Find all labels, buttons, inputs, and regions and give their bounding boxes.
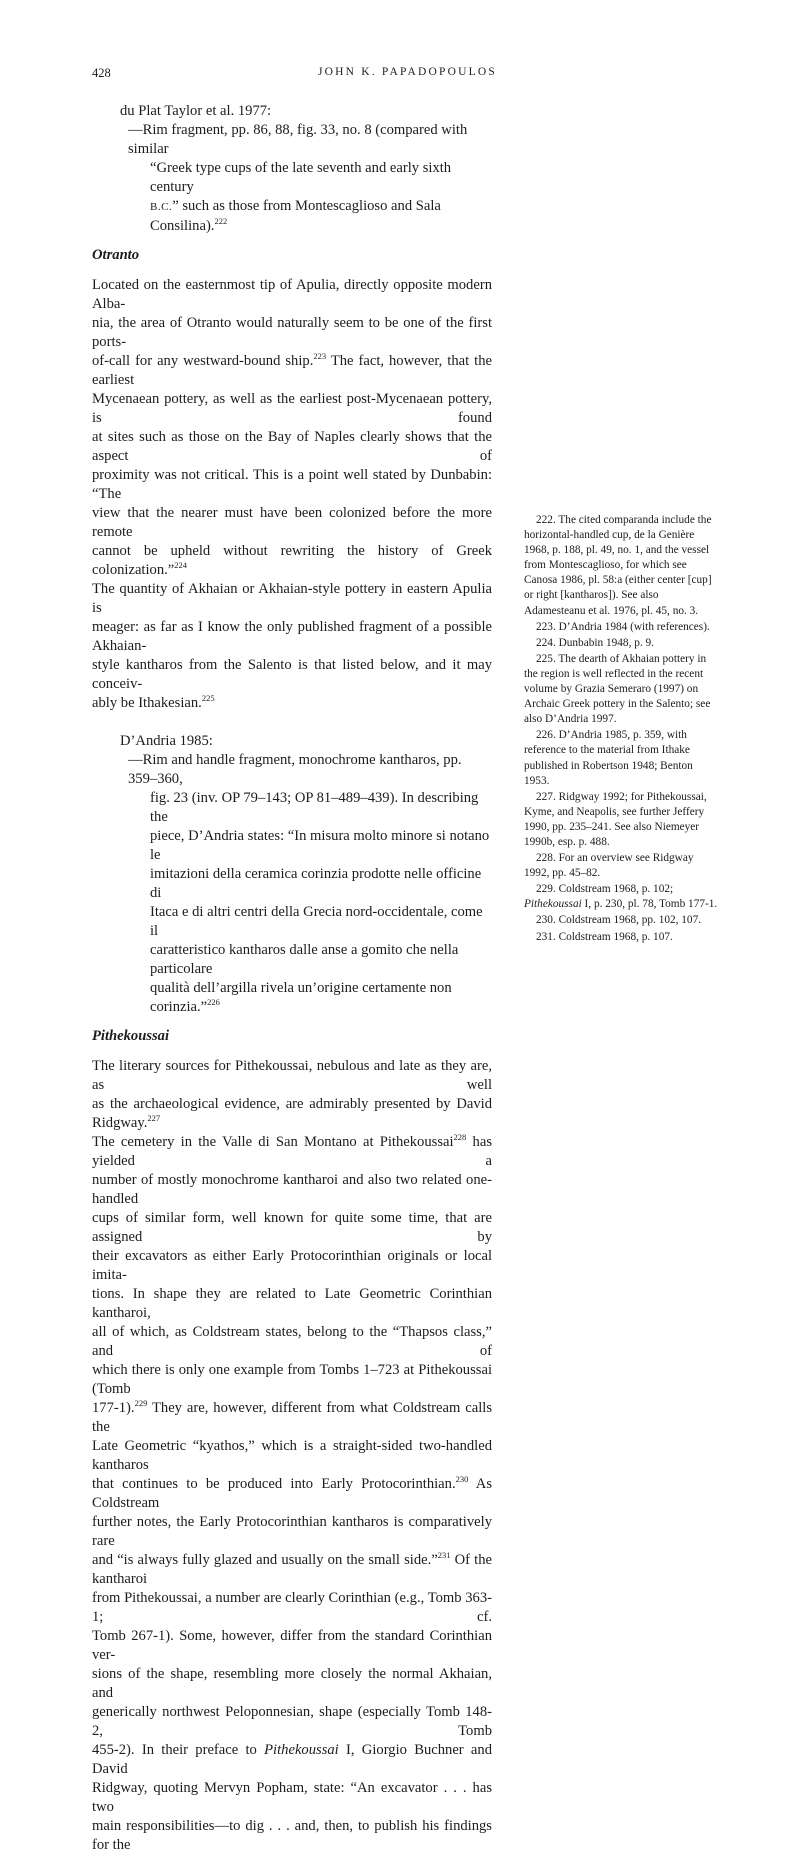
section-title-otranto: Otranto (92, 247, 140, 263)
text-line: that continues to be produced into Early Protocorinthian.$^{230}$ As Coldstream (92, 1474, 493, 1511)
text-line: which there is only one example from Tombs 1–723 at Pithekoussai (Tomb (92, 1362, 492, 1397)
text-line: view that the nearer must have been colonized before the more remote (92, 505, 492, 540)
text-line: from Pithekoussai, a number are clearly Corinthian (e.g., Tomb 363-1; cf. (92, 1590, 492, 1625)
text-line: main responsibilities—to dig . . . and, then, to publish his findings for the (92, 1818, 492, 1853)
text-line: of-call for any westward-bound ship.$^{223}$ The fact, however, that the earliest (92, 351, 492, 388)
text-line: Tomb 267-1). Some, however, differ from the standard Corinthian ver- (92, 1628, 492, 1663)
footnote: 225. The dearth of Akhaian pottery in the region is well reflected in the recent volume by Grazia Semeraro (1997) on Archaic Greek pottery in the Salento; see also D’Andria 1997. (524, 652, 711, 726)
footnote: 228. For an overview see Ridgway 1992, pp. 45–82. (524, 852, 694, 880)
text-line: proximity was not critical. This is a point well stated by Dunbabin: “The (92, 467, 492, 502)
text-line: The literary sources for Pithekoussai, nebulous and late as they are, as well (92, 1058, 492, 1093)
text-line: Ridgway, quoting Mervyn Popham, state: “An excavator . . . has two (92, 1780, 492, 1815)
text-line: cups of similar form, well known for quite some time, that are assigned by (92, 1210, 492, 1245)
reference-line: imitazioni della ceramica corinzia prodotte nelle officine di (150, 866, 482, 901)
reference-line: caratteristico kantharos dalle anse a gomito che nella particolare (150, 942, 459, 977)
text-line: 177-1).$^{229}$ They are, however, different from what Coldstream calls the (92, 1398, 492, 1435)
footnotes-column (524, 513, 720, 946)
reference-du-plat-taylor (92, 102, 492, 236)
reference-head: D’Andria 1985: (120, 733, 213, 749)
text-line: further notes, the Early Protocorinthian kantharos is comparatively rare (92, 1514, 492, 1549)
footnote: 231. Coldstream 1968, p. 107. (536, 930, 673, 943)
reference-line: “Greek type cups of the late seventh and early sixth century (150, 160, 452, 195)
text-line: cannot be upheld without rewriting the history of Greek colonization.”$^{224}$ (92, 543, 492, 578)
footnote: 224. Dunbabin 1948, p. 9. (536, 636, 654, 649)
text-line: as the archaeological evidence, are admirably presented by David Ridgway.$^{227}$ (92, 1096, 492, 1131)
text-line: number of mostly monochrome kantharoi and also two related one-handled (92, 1172, 492, 1207)
reference-line: Itaca e di altri centri della Grecia nord-occidentale, come il (150, 904, 483, 939)
reference-line: B.C.” such as those from Montescaglioso and Sala Consilina).$^{222}$ (150, 198, 441, 234)
footnote: 230. Coldstream 1968, pp. 102, 107. (536, 914, 702, 927)
text-line: meager: as far as I know the only published fragment of a possible Akhaian- (92, 619, 492, 654)
footnote: 227. Ridgway 1992; for Pithekoussai, Kyme, and Neapolis, see further Jeffery 1990, pp. 235–241. See also Niemeyer 1990b, esp. p. 488. (524, 790, 707, 848)
section-title-pithekoussai: Pithekoussai (92, 1028, 170, 1044)
text-line: 455-2). In their preface to Pithekoussai I, Giorgio Buchner and David (92, 1742, 493, 1777)
reference-entry (120, 121, 492, 236)
text-line: Mycenaean pottery, as well as the earliest post-Mycenaean pottery, is found (92, 391, 492, 426)
text-line: at sites such as those on the Bay of Naples clearly shows that the aspect of (92, 429, 492, 464)
text-line: sions of the shape, resembling more closely the normal Akhaian, and (92, 1666, 492, 1701)
text-line: their excavators as either Early Protocorinthian originals or local imita- (92, 1248, 492, 1283)
reference-entry (120, 751, 492, 1017)
text-line: The cemetery in the Valle di San Montano at Pithekoussai$^{228}$ has yielded a (92, 1132, 492, 1169)
text-line: style kantharos from the Salento is that listed below, and it may conceiv- (92, 657, 492, 692)
page-number: 428 (92, 66, 111, 80)
reference-line: —Rim fragment, pp. 86, 88, fig. 33, no. 8 (compared with similar (128, 122, 468, 157)
reference-line: fig. 23 (inv. OP 79–143; OP 81–489–439). In describing the (150, 790, 479, 825)
pithekoussai-paragraph (92, 1057, 492, 1855)
reference-line: piece, D’Andria states: “In misura molto minore si notano le (150, 828, 490, 863)
reference-line: qualità dell’argilla rivela un’origine certamente non corinzia.”$^{226}$ (150, 980, 452, 1015)
text-line: and “is always fully glazed and usually on the small side.”$^{231}$ Of the kantharoi (92, 1550, 492, 1587)
text-line: Late Geometric “kyathos,” which is a straight-sided two-handled kantharos (92, 1438, 492, 1473)
footnote: 226. D’Andria 1985, p. 359, with reference to the material from Ithake published in Robertson 1948; Benton 1953. (524, 729, 693, 787)
otranto-paragraph (92, 276, 492, 713)
text-line: all of which, as Coldstream states, belong to the “Thapsos class,” and of (92, 1324, 492, 1359)
footnote: 223. D’Andria 1984 (with references). (536, 620, 710, 633)
footnote: 222. The cited comparanda include the horizontal-handled cup, de la Genière 1968, p. 188, pl. 49, no. 1, and the vessel from Montescaglioso, for which see Canosa 1986, pl. 58:a (either center [cup] or right [kantharos]). See also Adamesteanu et al. 1976, pl. 45, no. 3. (524, 514, 712, 617)
text-line: tions. In shape they are related to Late Geometric Corinthian kantharoi, (92, 1286, 492, 1321)
reference-dandria (92, 732, 492, 1017)
main-column (92, 102, 492, 1855)
text-line: The quantity of Akhaian or Akhaian-style pottery in eastern Apulia is (92, 581, 492, 616)
text-line: Located on the easternmost tip of Apulia, directly opposite modern Alba- (92, 277, 492, 312)
footnote: 229. Coldstream 1968, p. 102; Pithekoussai I, p. 230, pl. 78, Tomb 177-1. (524, 883, 718, 911)
reference-line: —Rim and handle fragment, monochrome kantharos, pp. 359–360, (128, 752, 462, 787)
text-line: generically northwest Peloponnesian, shape (especially Tomb 148-2, Tomb (92, 1704, 492, 1739)
reference-head: du Plat Taylor et al. 1977: (120, 103, 272, 119)
text-line: nia, the area of Otranto would naturally seem to be one of the first ports- (92, 315, 492, 350)
text-line: ably be Ithakesian.$^{225}$ (92, 693, 215, 711)
running-head: JOHN K. PAPADOPOULOS (318, 66, 497, 78)
